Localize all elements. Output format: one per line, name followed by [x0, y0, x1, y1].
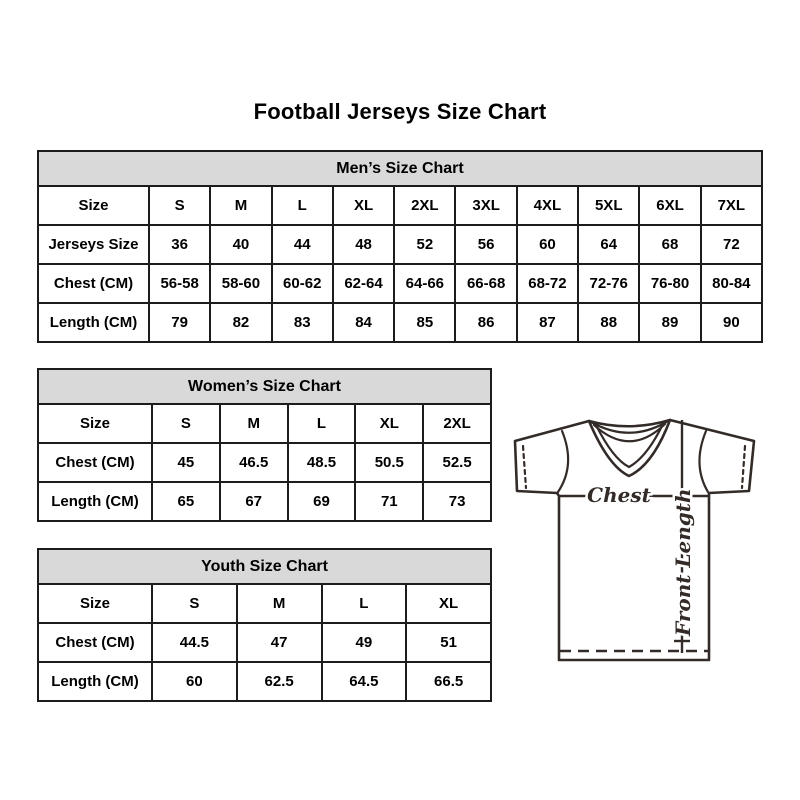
data-cell: 56-58 [149, 264, 210, 303]
youth-size-chart-table [37, 548, 492, 702]
data-cell: 64.5 [322, 662, 407, 701]
row-label-cell: Chest (CM) [38, 623, 152, 662]
data-cell: 64 [578, 225, 639, 264]
table-row [38, 303, 762, 342]
header-cell: XL [355, 404, 423, 443]
youth-header-row [38, 584, 491, 623]
table-row [38, 482, 491, 521]
row-label-cell: Chest (CM) [38, 443, 152, 482]
data-cell: 60-62 [272, 264, 333, 303]
right-armhole-seam [699, 431, 708, 492]
data-cell: 36 [149, 225, 210, 264]
row-label-cell: Length (CM) [38, 482, 152, 521]
header-cell: XL [406, 584, 491, 623]
jersey-outline-drawing [497, 403, 770, 693]
header-cell: 4XL [517, 186, 578, 225]
data-cell: 71 [355, 482, 423, 521]
header-cell: M [220, 404, 288, 443]
data-cell: 69 [288, 482, 356, 521]
data-cell: 88 [578, 303, 639, 342]
data-cell: 89 [639, 303, 700, 342]
data-cell: 87 [517, 303, 578, 342]
data-cell: 84 [333, 303, 394, 342]
data-cell: 79 [149, 303, 210, 342]
header-cell: XL [333, 186, 394, 225]
front-length-label: Front Length [671, 488, 695, 636]
data-cell: 62-64 [333, 264, 394, 303]
header-cell: 7XL [701, 186, 762, 225]
data-cell: 47 [237, 623, 322, 662]
data-cell: 68 [639, 225, 700, 264]
data-cell: 44 [272, 225, 333, 264]
data-cell: 44.5 [152, 623, 237, 662]
jersey-body-outline [515, 420, 754, 660]
header-cell: 2XL [394, 186, 455, 225]
header-cell: S [152, 404, 220, 443]
row-label-cell: Chest (CM) [38, 264, 149, 303]
data-cell: 52.5 [423, 443, 491, 482]
data-cell: 85 [394, 303, 455, 342]
data-cell: 60 [517, 225, 578, 264]
table-row [38, 443, 491, 482]
data-cell: 76-80 [639, 264, 700, 303]
data-cell: 62.5 [237, 662, 322, 701]
header-cell: 5XL [578, 186, 639, 225]
left-armhole-seam [558, 431, 568, 492]
data-cell: 45 [152, 443, 220, 482]
jersey-measurement-diagram [497, 403, 770, 693]
table-row [38, 662, 491, 701]
data-cell: 82 [210, 303, 271, 342]
data-cell: 72 [701, 225, 762, 264]
header-cell: L [272, 186, 333, 225]
data-cell: 90 [701, 303, 762, 342]
header-cell: S [149, 186, 210, 225]
header-cell: 6XL [639, 186, 700, 225]
header-cell: M [237, 584, 322, 623]
data-cell: 65 [152, 482, 220, 521]
row-label-cell: Length (CM) [38, 662, 152, 701]
data-cell: 48.5 [288, 443, 356, 482]
header-cell: Size [38, 404, 152, 443]
data-cell: 66.5 [406, 662, 491, 701]
data-cell: 52 [394, 225, 455, 264]
data-cell: 64-66 [394, 264, 455, 303]
page-title: Football Jerseys Size Chart [253, 99, 547, 124]
header-cell: Size [38, 186, 149, 225]
table-row [38, 264, 762, 303]
chest-label: Chest [587, 483, 651, 507]
mens-table-title: Men’s Size Chart [38, 151, 762, 186]
header-cell: 3XL [455, 186, 516, 225]
table-row [38, 225, 762, 264]
data-cell: 49 [322, 623, 407, 662]
row-label-cell: Length (CM) [38, 303, 149, 342]
right-cuff-dotted-line [742, 446, 745, 488]
data-cell: 46.5 [220, 443, 288, 482]
data-cell: 72-76 [578, 264, 639, 303]
mens-header-row [38, 186, 762, 225]
mens-size-chart-table [37, 150, 763, 343]
left-cuff-dotted-line [523, 446, 526, 488]
data-cell: 50.5 [355, 443, 423, 482]
data-cell: 68-72 [517, 264, 578, 303]
header-cell: 2XL [423, 404, 491, 443]
data-cell: 67 [220, 482, 288, 521]
header-cell: M [210, 186, 271, 225]
vneck-inner-line [596, 424, 663, 467]
data-cell: 83 [272, 303, 333, 342]
data-cell: 40 [210, 225, 271, 264]
data-cell: 51 [406, 623, 491, 662]
data-cell: 80-84 [701, 264, 762, 303]
womens-header-row [38, 404, 491, 443]
data-cell: 48 [333, 225, 394, 264]
data-cell: 60 [152, 662, 237, 701]
youth-table-title: Youth Size Chart [38, 549, 491, 584]
header-cell: Size [38, 584, 152, 623]
header-cell: S [152, 584, 237, 623]
data-cell: 73 [423, 482, 491, 521]
header-cell: L [322, 584, 407, 623]
data-cell: 56 [455, 225, 516, 264]
womens-table-title: Women’s Size Chart [38, 369, 491, 404]
row-label-cell: Jerseys Size [38, 225, 149, 264]
womens-size-chart-table [37, 368, 492, 522]
data-cell: 86 [455, 303, 516, 342]
data-cell: 66-68 [455, 264, 516, 303]
table-row [38, 623, 491, 662]
header-cell: L [288, 404, 356, 443]
data-cell: 58-60 [210, 264, 271, 303]
